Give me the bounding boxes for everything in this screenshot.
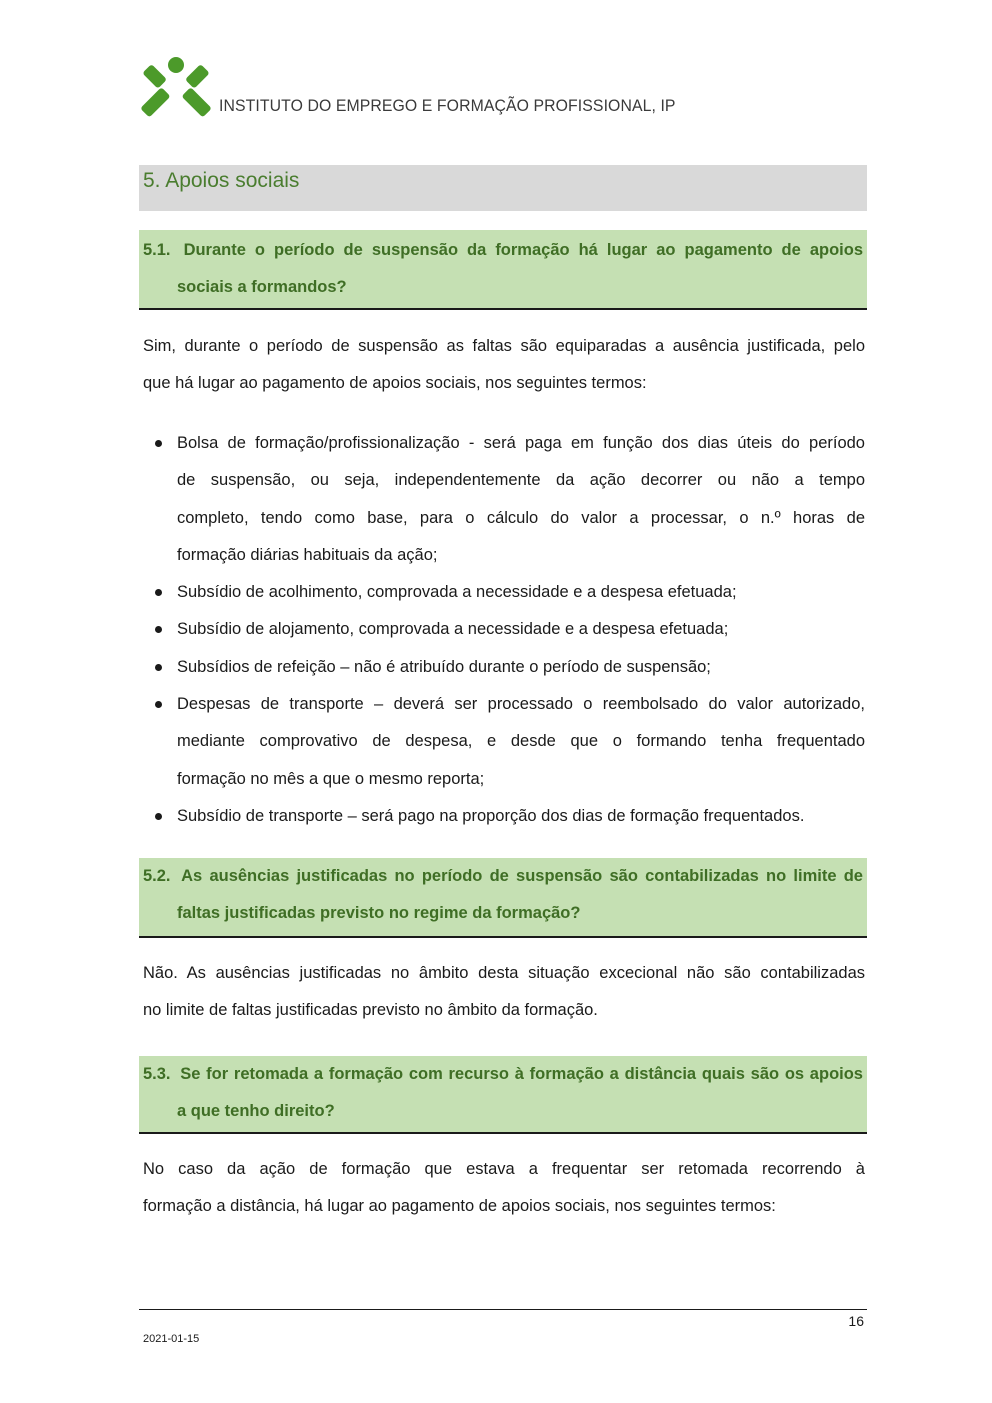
question-line [143, 1056, 863, 1093]
list-item-line: completo, tendo como base, para o cálculo do valor a processar, o n.º horas de [177, 508, 865, 527]
answer-5-1 [143, 328, 865, 402]
bullet-icon [155, 664, 162, 671]
question-5-1 [139, 230, 867, 310]
question-text: faltas justificadas previsto no regime da formação? [177, 904, 581, 922]
question-text: sociais a formandos? [177, 278, 347, 296]
answer-5-2 [143, 955, 865, 1029]
paragraph-line: Sim, durante o período de suspensão as faltas são equiparadas a ausência justificada, pelo [143, 337, 865, 355]
question-number: 5.3. [143, 1065, 171, 1083]
question-text: Se for retomada a formação com recurso à formação a distância quais são os apoios [180, 1065, 863, 1083]
list-item [143, 649, 865, 686]
bullet-icon [155, 701, 162, 708]
list-item [143, 798, 865, 835]
list-item [143, 425, 865, 574]
answer-5-3 [143, 1151, 865, 1225]
question-text: As ausências justificadas no período de suspensão são contabilizadas no limite de [181, 867, 863, 885]
iefp-logo-icon [140, 56, 212, 122]
paragraph-line: que há lugar ao pagamento de apoios sociais, nos seguintes termos: [143, 374, 647, 392]
footer-divider [139, 1309, 867, 1310]
question-text: a que tenho direito? [177, 1102, 335, 1120]
section-heading [139, 165, 867, 211]
support-list [143, 425, 865, 835]
list-item-line: Subsídios de refeição – não é atribuído durante o período de suspensão; [177, 657, 711, 676]
bullet-icon [155, 813, 162, 820]
paragraph-line: formação a distância, há lugar ao pagamento de apoios sociais, nos seguintes termos: [143, 1197, 776, 1215]
list-item [143, 686, 865, 798]
list-item-line: Subsídio de transporte – será pago na proporção dos dias de formação frequentados. [177, 806, 805, 825]
question-line [143, 232, 863, 269]
list-item-line: Despesas de transporte – deverá ser processado o reembolsado do valor autorizado, [177, 695, 865, 714]
list-item-line: formação no mês a que o mesmo reporta; [177, 769, 485, 788]
question-text: Durante o período de suspensão da formação há lugar ao pagamento de apoios [183, 241, 864, 259]
bullet-icon [155, 440, 162, 447]
list-item-line: Subsídio de acolhimento, comprovada a necessidade e a despesa efetuada; [177, 583, 737, 602]
bullet-icon [155, 589, 162, 596]
organization-name: INSTITUTO DO EMPREGO E FORMAÇÃO PROFISSIONAL, IP [219, 96, 676, 115]
bullet-icon [155, 626, 162, 633]
list-item-line: Subsídio de alojamento, comprovada a necessidade e a despesa efetuada; [177, 620, 729, 639]
list-item-line: de suspensão, ou seja, independentemente da ação decorrer ou não a tempo [177, 471, 865, 490]
list-item-line: mediante comprovativo de despesa, e desde que o formando tenha frequentado [177, 732, 865, 751]
question-number: 5.2. [143, 867, 171, 885]
page-number: 16 [848, 1313, 864, 1329]
question-number: 5.1. [143, 241, 171, 259]
list-item-line: formação diárias habituais da ação; [177, 545, 438, 564]
list-item [143, 574, 865, 611]
paragraph-line: no limite de faltas justificadas previsto no âmbito da formação. [143, 1001, 598, 1019]
section-title: 5. Apoios sociais [143, 169, 300, 192]
list-item-line: Bolsa de formação/profissionalização - será paga em função dos dias úteis do período [177, 434, 865, 452]
paragraph-line: No caso da ação de formação que estava a frequentar ser retomada recorrendo à [143, 1160, 865, 1178]
question-5-2 [139, 858, 867, 938]
question-line [143, 858, 863, 895]
paragraph-line: Não. As ausências justificadas no âmbito desta situação excecional não são contabilizadas [143, 964, 865, 982]
page-header [140, 56, 860, 124]
list-item [143, 611, 865, 648]
question-5-3 [139, 1056, 867, 1134]
footer-date: 2021-01-15 [143, 1333, 200, 1345]
